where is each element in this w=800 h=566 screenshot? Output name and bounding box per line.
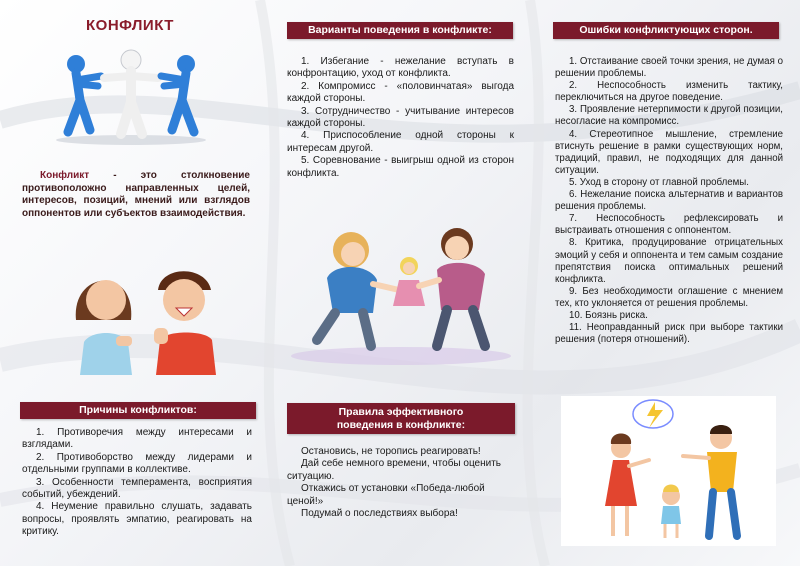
cause-item: 4. Неумение правильно слушать, задавать вопросы, проявлять эмпатию, реагировать на критику. [22,501,252,538]
mistakes-list [555,56,783,346]
mistake-item: 1. Отстаивание своей точки зрения, не думая о решении проблемы. [555,56,783,80]
behavior-item: 2. Компромисс - «половинчатая» выгода каждой стороны. [287,80,514,105]
behavior-item: 4. Приспособление одной стороны к интересам другой. [287,130,514,154]
behavior-item: 5. Соревнование - выигрыш одной из сторон конфликта. [287,155,514,179]
mistakes-header: Ошибки конфликтующих сторон. [553,22,779,39]
mistake-item: 2. Неспособность изменить тактику, переключиться на другое поведение. [555,80,783,104]
rule-item: Остановись, не торопись реагировать! [301,446,481,457]
rules-header-line1: Правила эффективного [338,405,464,418]
causes-list [22,427,252,539]
mistake-item: 4. Стереотипное мышление, стремление втиснуть решение в рамки существующих норм, традиций, правил, не подходящих для данной ситуации. [555,128,783,176]
mistake-item: 5. Уход в сторону от главной проблемы. [569,176,749,188]
rules-header [287,403,515,434]
column-right [551,0,783,566]
mistake-item: 6. Нежелание поиска альтернатив и вариантов решения проблемы. [555,189,783,213]
column-middle [283,0,518,566]
column-left [18,0,256,566]
conflict-definition [22,170,250,220]
definition-term: Конфликт [40,170,90,181]
mistake-item: 11. Неоправданный риск при выборе тактики решения (потеря отношений). [555,322,783,346]
definition-text: - это столкновение противоположно направленных целей, интересов, позиций, мнений или взглядов оппонентов или субъектов взаимодействия. [22,170,250,219]
behavior-list [287,56,514,180]
family-quarrel-illustration [561,396,776,546]
children-fighting-over-doll-illustration [289,218,514,368]
tug-of-war-figures-illustration [46,42,216,147]
rules-header-line2: поведения в конфликте: [336,418,466,431]
arguing-couple-illustration [66,250,226,375]
mistake-item: 7. Неспособность рефлексировать и выстраивать отношения с оппонентом. [555,213,783,237]
mistake-item: 9. Без необходимости оглашение с мнением тех, кто уклоняется от решения проблемы. [555,285,783,309]
behavior-header: Варианты поведения в конфликте: [287,22,513,39]
cause-item: 3. Особенности темперамента, восприятия событий, убеждений. [22,476,252,501]
mistake-item: 10. Боязнь риска. [569,309,648,321]
rule-item: Подумай о последствиях выбора! [301,508,458,520]
rule-item: Откажись от установки «Победа-любой ценой!» [287,483,485,507]
mistake-item: 8. Критика, продуцирование отрицательных эмоций у себя и оппонента и тем самым создание препятствия поиска оптимальных решений конфликта. [555,237,783,285]
rules-list [287,446,515,520]
cause-item: 2. Противоборство между лидерами и отдельными группами в коллективе. [22,451,252,476]
cause-item: 1. Противоречия между интересами и взглядами. [22,427,252,451]
rule-item: Дай себе немного времени, чтобы оценить ситуацию. [287,458,502,482]
page-title: КОНФЛИКТ [86,17,174,34]
behavior-item: 3. Сотрудничество - учитывание интересов каждой стороны. [287,105,514,130]
behavior-item: 1. Избегание - нежелание вступать в конфронтацию, уход от конфликта. [287,56,514,80]
causes-header: Причины конфликтов: [20,402,256,419]
mistake-item: 3. Проявление нетерпимости к другой позиции, несогласие на компромисс. [555,104,783,128]
